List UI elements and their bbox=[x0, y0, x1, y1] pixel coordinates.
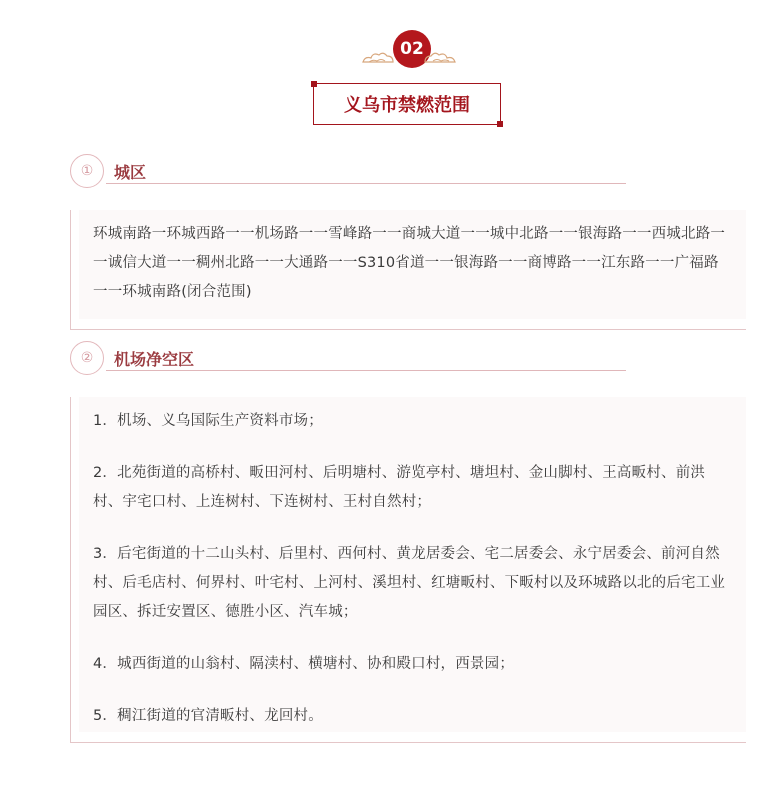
corner-decoration bbox=[311, 81, 317, 87]
list-item: 3．后宅街道的十二山头村、后里村、西何村、黄龙居委会、宅二居委会、永宁居委会、前河自然村、后毛店村、何界村、叶宅村、上河村、溪坦村、红塘畈村、下畈村以及环城路以北的后宅工业园区、拆迁安置区、德胜小区、汽车城； bbox=[93, 546, 726, 620]
page-title bbox=[313, 83, 501, 125]
section-title: 城区 bbox=[114, 163, 147, 182]
section-divider bbox=[106, 370, 626, 371]
cloud-ornament-icon bbox=[361, 50, 395, 66]
section-marker: ① bbox=[70, 154, 104, 188]
section-number-badge bbox=[361, 28, 457, 76]
urban-area-text: 环城南路一环城西路一一机场路一一雪峰路一一商城大道一一城中北路一一银海路一一西城北路一一诚信大道一一稠州北路一一大通路一一S310省道一一银海路一一商博路一一江东路一一广福路一一环城南路(闭合范围) bbox=[93, 226, 726, 300]
section-number: 02 bbox=[393, 30, 431, 68]
airport-clearance-panel bbox=[70, 397, 746, 743]
list-item: 2．北苑街道的高桥村、畈田河村、后明塘村、游览亭村、塘坦村、金山脚村、王高畈村、前洪村、宇宅口村、上连树村、下连树村、王村自然村； bbox=[93, 465, 706, 510]
section-marker: ② bbox=[70, 341, 104, 375]
section-title: 机场净空区 bbox=[114, 350, 195, 369]
list-item: 5．稠江街道的官清畈村、龙回村。 bbox=[93, 708, 323, 724]
corner-decoration bbox=[497, 121, 503, 127]
page-title-text: 义乌市禁燃范围 bbox=[344, 95, 470, 116]
airport-item-list bbox=[93, 407, 732, 754]
section-divider bbox=[106, 183, 626, 184]
section-heading-urban bbox=[70, 154, 630, 188]
section-heading-airport bbox=[70, 341, 630, 375]
list-item: 4．城西街道的山翁村、隔渎村、横塘村、协和殿口村，西景园； bbox=[93, 656, 515, 672]
cloud-ornament-icon bbox=[423, 50, 457, 66]
urban-area-panel bbox=[70, 210, 746, 330]
list-item: 1．机场、义乌国际生产资料市场； bbox=[93, 413, 323, 429]
